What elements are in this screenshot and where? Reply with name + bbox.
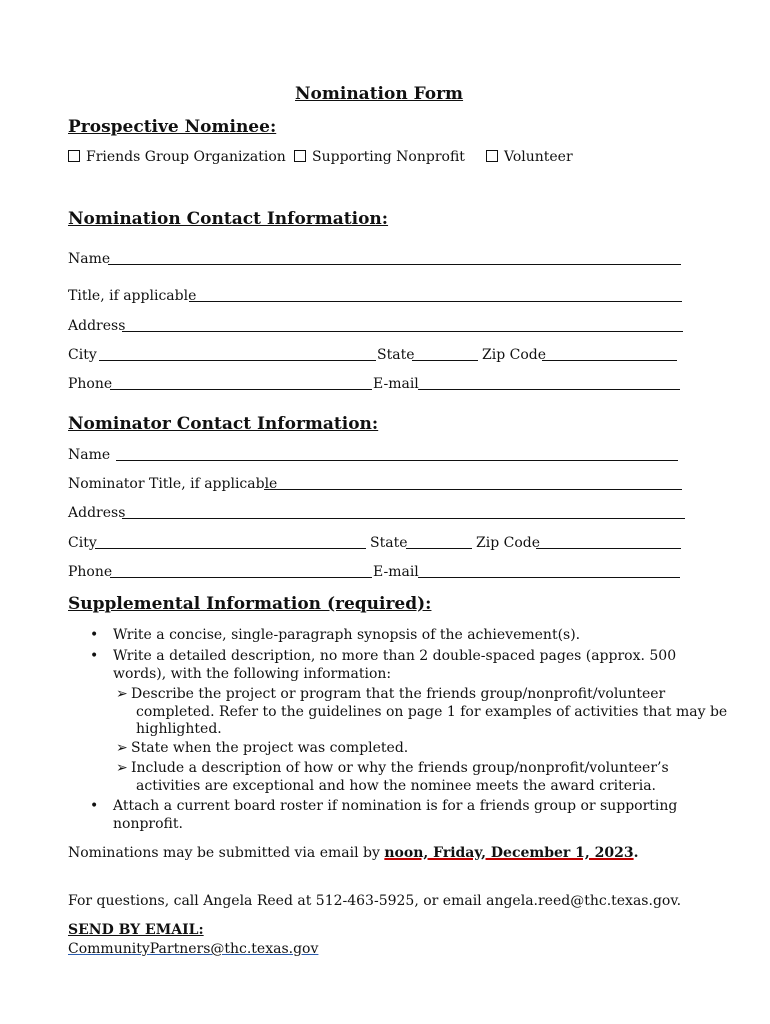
checkbox-icon[interactable] bbox=[486, 150, 498, 162]
supplemental-item-synopsis: Write a concise, single-paragraph synopsis of the achievement(s). bbox=[113, 627, 581, 643]
nominator-city-field[interactable] bbox=[95, 548, 366, 549]
bullet-icon: • bbox=[90, 627, 99, 643]
nominator-contact-heading: Nominator Contact Information: bbox=[68, 414, 379, 434]
prospective-nominee-heading: Prospective Nominee: bbox=[68, 117, 277, 137]
nomination-title-label: Title, if applicable bbox=[68, 288, 197, 304]
submission-suffix: . bbox=[633, 845, 639, 861]
nominator-email-field[interactable] bbox=[418, 577, 680, 578]
form-title: Nomination Form bbox=[295, 84, 464, 104]
nomination-city-label: City bbox=[68, 347, 97, 363]
arrow-bullet-icon: ➢ bbox=[116, 740, 128, 756]
nominator-title-field[interactable] bbox=[264, 489, 682, 490]
nominator-name-label: Name bbox=[68, 447, 111, 463]
nominator-title-label: Nominator Title, if applicable bbox=[68, 476, 278, 492]
option-volunteer[interactable] bbox=[486, 149, 573, 165]
checkbox-icon[interactable] bbox=[68, 150, 80, 162]
subitem-exceptional-line2: activities are exceptional and how the nominee meets the award criteria. bbox=[136, 778, 656, 794]
nominator-address-label: Address bbox=[68, 505, 126, 521]
nomination-state-field[interactable] bbox=[412, 360, 478, 361]
nominator-zip-field[interactable] bbox=[536, 548, 681, 549]
subitem-project-line3: highlighted. bbox=[136, 721, 222, 737]
nominator-email-label: E-mail bbox=[373, 564, 419, 580]
nomination-name-label: Name bbox=[68, 251, 111, 267]
supplemental-item-description-line2: words), with the following information: bbox=[113, 666, 392, 682]
submission-deadline bbox=[68, 845, 638, 861]
subitem-project-line1: Describe the project or program that the friends group/nonprofit/volunteer bbox=[131, 686, 666, 702]
supplemental-item-description-line1: Write a detailed description, no more than 2 double-spaced pages (approx. 500 bbox=[113, 648, 677, 664]
arrow-bullet-icon: ➢ bbox=[116, 686, 128, 702]
supplemental-heading: Supplemental Information (required): bbox=[68, 594, 432, 614]
subitem-exceptional-line1: Include a description of how or why the friends group/nonprofit/volunteer’s bbox=[131, 760, 669, 776]
nomination-city-field[interactable] bbox=[99, 360, 376, 361]
option-label: Supporting Nonprofit bbox=[312, 149, 465, 165]
nomination-email-field[interactable] bbox=[418, 389, 680, 390]
nomination-contact-heading: Nomination Contact Information: bbox=[68, 209, 389, 229]
nomination-address-label: Address bbox=[68, 318, 126, 334]
questions-contact: For questions, call Angela Reed at 512-463-5925, or email angela.reed@thc.texas.gov. bbox=[68, 893, 682, 909]
submission-prefix: Nominations may be submitted via email by bbox=[68, 845, 385, 861]
bullet-icon: • bbox=[90, 798, 99, 814]
option-supporting-nonprofit[interactable] bbox=[294, 149, 465, 165]
nomination-phone-field[interactable] bbox=[110, 389, 372, 390]
nomination-zip-label: Zip Code bbox=[482, 347, 547, 363]
subitem-when: State when the project was completed. bbox=[131, 740, 409, 756]
send-email-link[interactable]: CommunityPartners@thc.texas.gov bbox=[68, 941, 319, 957]
supplemental-item-roster-line1: Attach a current board roster if nomination is for a friends group or supporting bbox=[113, 798, 678, 814]
checkbox-icon[interactable] bbox=[294, 150, 306, 162]
nominator-phone-field[interactable] bbox=[110, 577, 372, 578]
nominator-city-label: City bbox=[68, 535, 97, 551]
arrow-bullet-icon: ➢ bbox=[116, 760, 128, 776]
option-label: Volunteer bbox=[504, 149, 573, 165]
nominator-state-label: State bbox=[370, 535, 408, 551]
nomination-email-label: E-mail bbox=[373, 376, 419, 392]
nominator-zip-label: Zip Code bbox=[476, 535, 541, 551]
nomination-state-label: State bbox=[377, 347, 415, 363]
subitem-project-line2: completed. Refer to the guidelines on page 1 for examples of activities that may be bbox=[136, 704, 728, 720]
option-friends-group[interactable] bbox=[68, 149, 286, 165]
deadline-date: noon, Friday, December 1, 2023 bbox=[384, 845, 634, 861]
nominator-name-field[interactable] bbox=[116, 460, 678, 461]
option-label: Friends Group Organization bbox=[86, 149, 286, 165]
nomination-address-field[interactable] bbox=[122, 331, 683, 332]
nomination-phone-label: Phone bbox=[68, 376, 113, 392]
nominator-state-field[interactable] bbox=[406, 548, 472, 549]
nomination-title-field[interactable] bbox=[189, 301, 682, 302]
supplemental-item-roster-line2: nonprofit. bbox=[113, 816, 183, 832]
nomination-name-field[interactable] bbox=[108, 264, 681, 265]
nominator-phone-label: Phone bbox=[68, 564, 113, 580]
send-by-email-label: SEND BY EMAIL: bbox=[68, 922, 204, 938]
nominator-address-field[interactable] bbox=[122, 518, 685, 519]
bullet-icon: • bbox=[90, 648, 99, 664]
nomination-zip-field[interactable] bbox=[542, 360, 677, 361]
